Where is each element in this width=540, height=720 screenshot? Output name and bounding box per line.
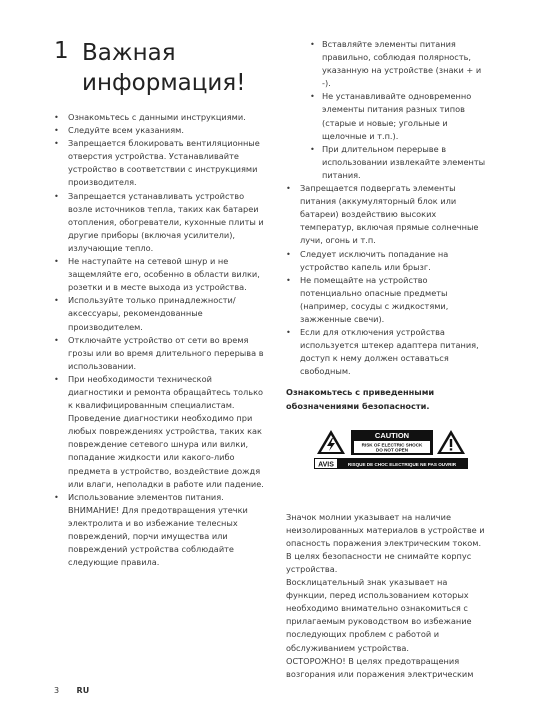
safety-explanations — [286, 511, 486, 681]
list-item: • При длительном перерыве в использовании извлекайте элементы питания. — [310, 143, 486, 182]
caution-line-1: RISK OF ELECTRIC SHOCK — [361, 442, 423, 448]
list-item: • Запрещается подвергать элементы питания (аккумуляторный блок или батареи) воздействию высоких температур, включая прямые солнечные лучи, огонь и т.п. — [286, 182, 486, 247]
caution-label-graphic — [314, 427, 468, 473]
list-item: • Используйте только принадлежности/ аксессуары, рекомендованные производителем. — [54, 294, 268, 333]
avis-text: RISQUE DE CHOC ELECTRIQUE NE PAS OUVRIR — [347, 461, 457, 467]
left-column — [54, 111, 268, 569]
section-number: 1 — [54, 38, 69, 64]
list-item: • Использование элементов питания. ВНИМАНИЕ! Для предотвращения утечки электролита и во избежание телесных повреждений, порчи имущества или повреждений устройства соблюдайте следующие правила. — [54, 491, 268, 570]
exclamation-warning-icon — [437, 430, 465, 454]
list-item: • Отключайте устройство от сети во время грозы или во время длительного перерыва в использовании. — [54, 334, 268, 373]
language-code: RU — [76, 686, 90, 695]
list-item: • Не устанавливайте одновременно элементы питания разных типов (старые и новые; угольные и щелочные и т.п.). — [310, 90, 486, 142]
list-item: • Не помещайте на устройство потенциально опасные предметы (например, сосуды с жидкостями, зажженные свечи). — [286, 274, 486, 326]
paragraph: ОСТОРОЖНО! В целях предотвращения возгорания или поражения электрическим — [286, 655, 474, 679]
list-item: • Следуйте всем указаниям. — [54, 124, 268, 137]
paragraph: Восклицательный знак указывает на функции, перед использованием которых необходимо внимательно ознакомиться с прилагаемым руководством во избежание последующих проблем с работой и обслуживанием устройства. — [286, 577, 472, 653]
list-item: • Вставляйте элементы питания правильно, соблюдая полярность, указанную на устройстве (знаки + и -). — [310, 38, 486, 90]
instructions-list-continued — [286, 182, 486, 378]
instructions-list — [54, 111, 268, 569]
battery-rules-list — [310, 38, 486, 182]
page-number: 3 — [54, 686, 60, 695]
list-item: • Запрещается устанавливать устройство возле источников тепла, таких как батареи отопления, обогреватели, кухонные плиты и другие приборы (включая усилители), излучающие тепло. — [54, 190, 268, 255]
caution-title: CAUTION — [374, 430, 410, 440]
list-item: • Ознакомьтесь с данными инструкциями. — [54, 111, 268, 124]
list-item: • Запрещается блокировать вентиляционные отверстия устройства. Устанавливайте устройство в соответствии с инструкциями производителя. — [54, 137, 268, 189]
paragraph: Значок молнии указывает на наличие неизолированных материалов в устройстве и опасность поражения электрическим током. В целях безопасности не снимайте корпус устройства. — [286, 511, 485, 574]
lightning-warning-icon — [317, 430, 345, 454]
page-title: Важная информация! — [82, 40, 246, 96]
list-item: • При необходимости технической диагностики и ремонта обращайтесь только к квалифицированным специалистам. Проведение диагностики необходимо при любых повреждениях устройства, таких как повреждение сетевого шнура или вилки, попадание жидкости или какого-либо предмета в устройство, воздействие дождя или влаги, неполадки в работе или падение. — [54, 373, 268, 491]
list-item: • Следует исключить попадание на устройство капель или брызг. — [286, 248, 486, 274]
avis-label: AVIS — [318, 461, 334, 469]
caution-line-2: DO NOT OPEN — [375, 447, 409, 453]
list-item: • Не наступайте на сетевой шнур и не защемляйте его, особенно в области вилки, розетки и в месте выхода из устройства. — [54, 255, 268, 294]
page-footer — [54, 686, 89, 695]
right-column — [286, 38, 486, 681]
caution-label — [314, 427, 468, 473]
list-item: • Если для отключения устройства используется штекер адаптера питания, доступ к нему должен оставаться свободным. — [286, 326, 486, 378]
page-heading — [54, 38, 264, 98]
safety-symbols-heading: Ознакомьтесь с приведенными обозначениями безопасности. — [286, 387, 435, 411]
